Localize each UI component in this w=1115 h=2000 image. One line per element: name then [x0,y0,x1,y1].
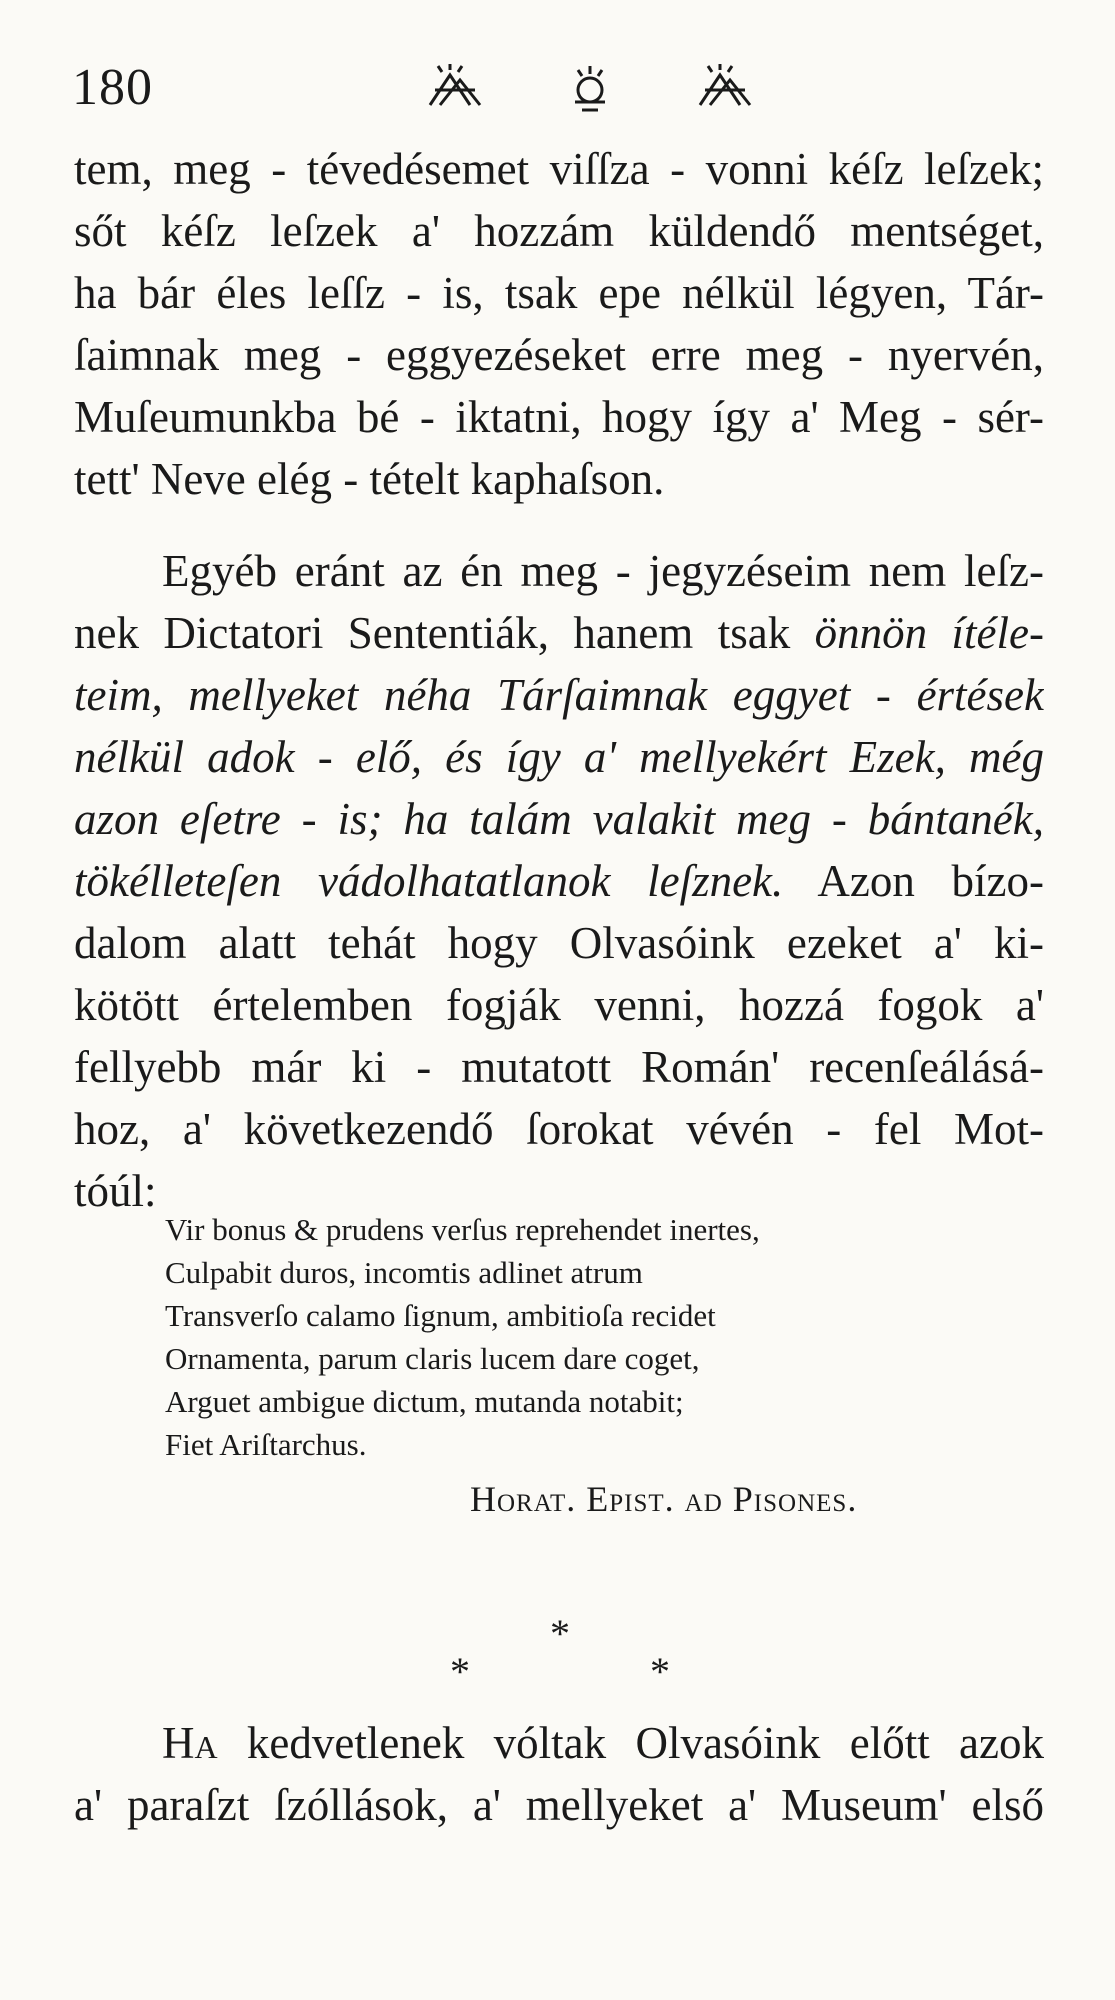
text-line: tett' Neve elég - tételt kaphaſson. [74,454,665,504]
text-line [74,664,1044,726]
ornament-icon [410,60,770,120]
text-line: tem, meg - tévedésemet viſſza - vonni kéſz leſzek; [74,144,1044,194]
text-line: fellyebb már ki - mutatott Román' recenſeálásá- [74,1042,1044,1092]
asterisk-icon: * [650,1649,670,1694]
text-run: nek Dictatori Sententiák, hanem tsak [74,608,815,658]
italic-run: nélkül adok - elő, és így a' mellyekért Ezek, még [74,732,1044,782]
text-line: hoz, a' következendő ſorokat vévén - fel Mot- [74,1104,1044,1154]
italic-run: azon eſetre - is; ha talám valakit meg - bántanék, [74,794,1044,844]
text-line [74,850,1044,912]
asterisk-icon: * [450,1649,470,1694]
text-line: Egyéb eránt az én meg - jegyzéseim nem leſz- [162,546,1044,596]
text-line: ha bár éles leſſz - is, tsak epe nélkül légyen, Tár- [74,268,1044,318]
verse-line: Arguet ambigue dictum, mutanda notabit; [165,1384,684,1419]
text-run: kedvetlenek vóltak Olvasóink előtt azok [217,1718,1044,1768]
text-line [74,1712,1044,1774]
italic-run: tökélleteſen vádolhatatlanok leſznek. [74,856,784,906]
text-run: Azon bízo- [783,856,1044,906]
verse-line: Culpabit duros, incomtis adlinet atrum [165,1255,643,1290]
page-number: 180 [72,59,153,116]
latin-verse-quote [165,1208,1015,1466]
verse-line: Ornamenta, parum claris lucem dare coget, [165,1341,700,1376]
verse-line: Transverſo calamo ſignum, ambitioſa recidet [165,1298,716,1333]
quote-attribution: Horat. Epist. ad Pisones. [470,1479,858,1519]
asterism-divider [440,1610,680,1705]
verse-line: Vir bonus & prudens verſus reprehendet inertes, [165,1212,760,1247]
text-line: a' paraſzt ſzóllások, a' mellyeket a' Museum' első [74,1780,1044,1830]
paragraph-dictatori [74,540,1044,1222]
paragraph-continuation [74,138,1044,510]
text-line: tóúl: [74,1166,157,1216]
text-line [74,788,1044,850]
italic-run: önnön ítéle- [814,608,1044,658]
text-line [74,726,1044,788]
asterisk-icon: * [550,1611,570,1656]
text-line: ſaimnak meg - eggyezéseket erre meg - nyervén, [74,330,1044,380]
drop-word: Ha [162,1718,218,1768]
text-line: sőt kéſz leſzek a' hozzám küldendő mentséget, [74,206,1044,256]
page-header [60,58,1060,128]
text-line: Muſeumunkba bé - iktatni, hogy így a' Meg - sér- [74,392,1044,442]
italic-run: teim, mellyeket néha Tárſaimnak eggyet - értések [74,670,1044,720]
verse-line: Fiet Ariſtarchus. [165,1427,367,1462]
text-line: dalom alatt tehát hogy Olvasóink ezeket a' ki- [74,918,1044,968]
text-line [74,602,1044,664]
paragraph-new-section [74,1712,1044,1836]
text-line: kötött értelemben fogják venni, hozzá fogok a' [74,980,1044,1030]
